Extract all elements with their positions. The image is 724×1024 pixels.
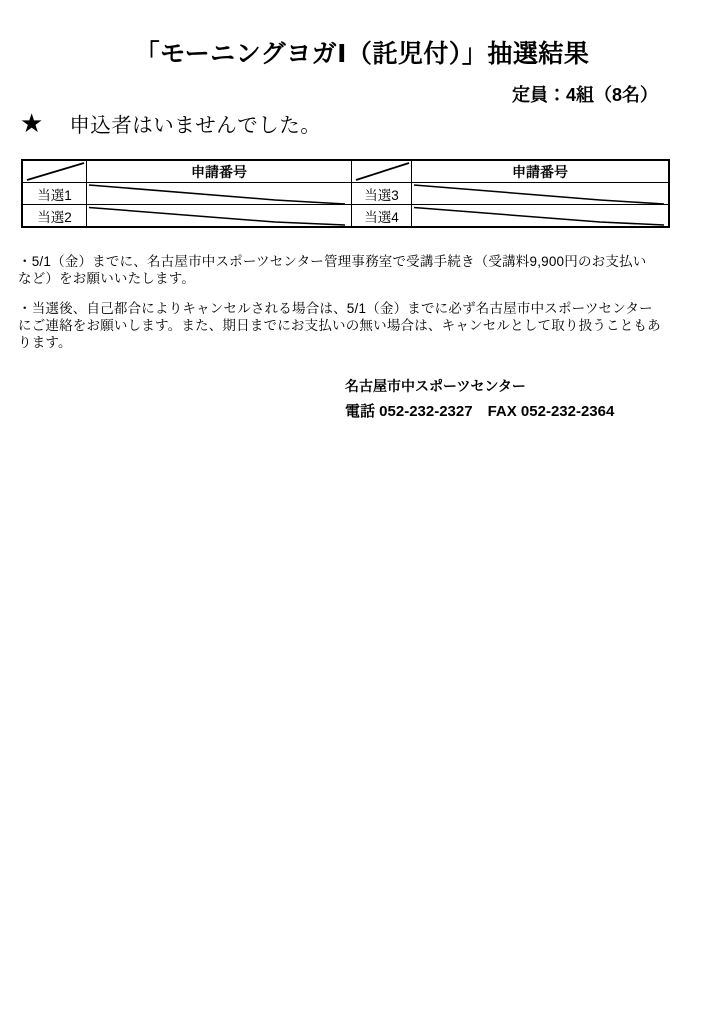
value-cell-winner1	[87, 183, 352, 205]
row-label-winner2: 当選2	[23, 205, 87, 226]
page-title: 「モーニングヨガⅠ（託児付）」抽選結果	[134, 40, 590, 68]
payment-notice-line2: など）をお願いいたします。	[18, 271, 196, 286]
row-label-winner4: 当選4	[352, 205, 412, 226]
notice-line	[20, 108, 321, 138]
value-cell-winner3	[412, 183, 668, 205]
value-cell-winner4	[412, 205, 668, 226]
col-header-application-number-right: 申請番号	[412, 161, 668, 183]
corner-slash-cell-left	[23, 161, 87, 183]
contact-organization: 名古屋市中スポーツセンター	[345, 378, 526, 394]
contact-phone-fax: 電話 052-232-2327 FAX 052-232-2364	[345, 403, 615, 420]
col-header-application-number-left: 申請番号	[87, 161, 352, 183]
payment-notice-line1: ・5/1（金）までに、名古屋市中スポーツセンター管理事務室で受講手続き（受講料9,900円のお支払い	[18, 254, 647, 269]
row-label-winner1: 当選1	[23, 183, 87, 205]
value-cell-winner2	[87, 205, 352, 226]
star-icon: ★	[20, 108, 44, 138]
corner-slash-cell-right	[352, 161, 412, 183]
row-label-winner3: 当選3	[352, 183, 412, 205]
notice-text: 申込者はいませんでした。	[69, 114, 322, 137]
cancel-notice-line3: ります。	[18, 335, 72, 350]
payment-notice-paragraph	[18, 253, 708, 287]
cancel-notice-paragraph	[18, 300, 708, 351]
results-table	[21, 159, 670, 228]
cancel-notice-line1: ・当選後、自己都合によりキャンセルされる場合は、5/1（金）までに必ず名古屋市中スポーツセンター	[18, 301, 653, 316]
capacity-label: 定員：4組（8名）	[511, 85, 658, 105]
cancel-notice-line2: にご連絡をお願いします。また、期日までにお支払いの無い場合は、キャンセルとして取り扱うこともあ	[18, 318, 661, 333]
